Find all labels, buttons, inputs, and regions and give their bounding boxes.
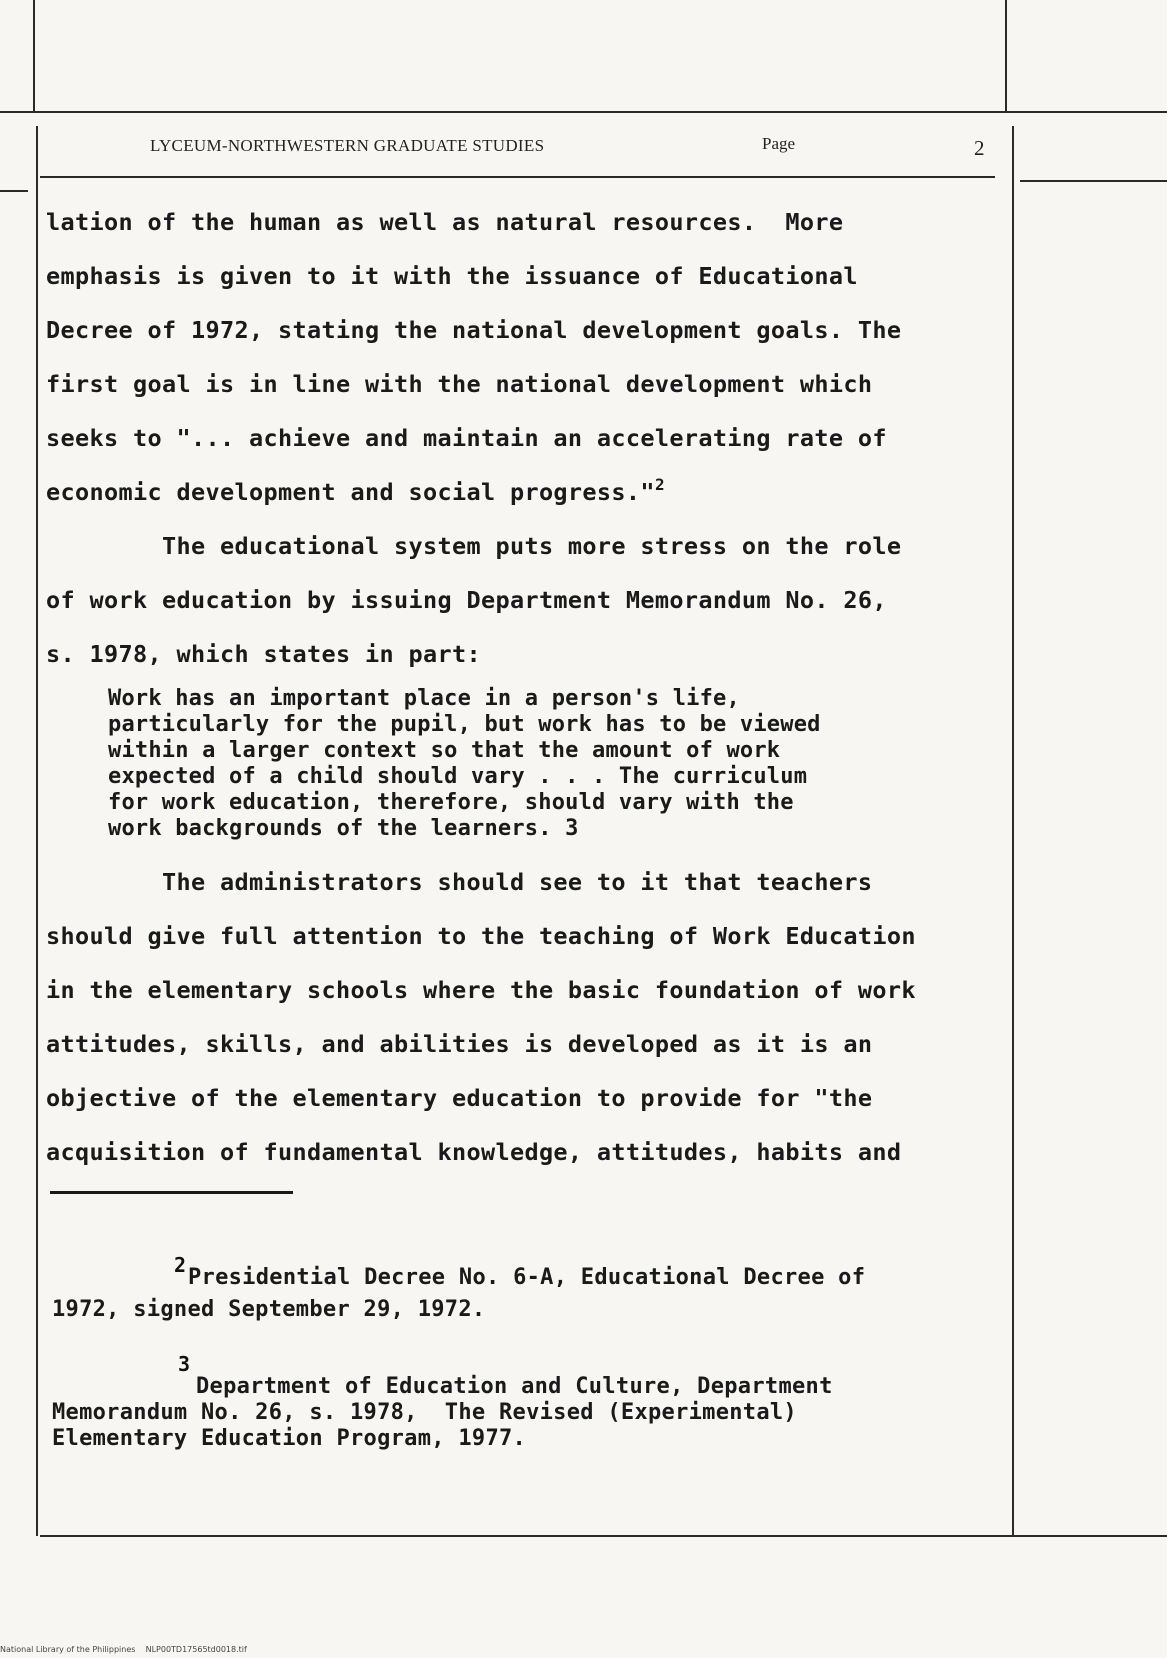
text-line: in the elementary schools where the basic foundation of work (46, 976, 916, 1004)
text-line (46, 475, 665, 506)
footnote-line: Memorandum No. 26, s. 1978, The Revised (Experimental) (52, 1400, 797, 1425)
text-line: seeks to "... achieve and maintain an accelerating rate of (46, 424, 887, 452)
text-line: of work education by issuing Department Memorandum No. 26, (46, 586, 887, 614)
text-line: objective of the elementary education to provide for "the (46, 1084, 873, 1112)
text-line: acquisition of fundamental knowledge, attitudes, habits and (46, 1138, 902, 1166)
quote-line: expected of a child should vary . . . The curriculum (108, 764, 808, 789)
footnote-line: 1972, signed September 29, 1972. (52, 1297, 486, 1322)
footnote-line: Presidential Decree No. 6-A, Educational Decree of (188, 1265, 866, 1290)
bottom-rule (40, 1535, 1167, 1537)
text-line: The educational system puts more stress on the role (46, 532, 902, 560)
footnote-ref: 2 (654, 475, 665, 494)
left-tick (0, 190, 28, 192)
footnote-line: Elementary Education Program, 1977. (52, 1426, 527, 1451)
quote-line: for work education, therefore, should vary with the (108, 790, 794, 815)
page-number: 2 (974, 136, 985, 160)
top-rule (0, 111, 1167, 113)
quote-line: within a larger context so that the amount of work (108, 738, 781, 763)
text-line-content: economic development and social progress." (46, 478, 655, 506)
quote-line: particularly for the pupil, but work has to be viewed (108, 712, 821, 737)
footnote-line: Department of Education and Culture, Department (196, 1374, 833, 1399)
text-line: attitudes, skills, and abilities is developed as it is an (46, 1030, 873, 1058)
footnote-marker: 3 (178, 1352, 191, 1376)
text-line: s. 1978, which states in part: (46, 640, 481, 668)
right-margin-rule-lower (1012, 126, 1014, 1536)
right-margin-rule (1005, 0, 1007, 111)
quote-line: Work has an important place in a person's life, (108, 686, 740, 711)
running-header (150, 134, 990, 164)
text-line: The administrators should see to it that teachers (46, 868, 873, 896)
text-line: lation of the human as well as natural resources. More (46, 208, 844, 236)
scan-source-footer: National Library of the Philippines NLP00TD17565td0018.tif (0, 1645, 247, 1654)
institution-name: LYCEUM-NORTHWESTERN GRADUATE STUDIES (150, 136, 545, 155)
left-margin-rule-lower (36, 126, 38, 1536)
footnote-marker: 2 (174, 1253, 187, 1277)
quote-line: work backgrounds of the learners. 3 (108, 816, 579, 841)
text-line: Decree of 1972, stating the national development goals. The (46, 316, 902, 344)
header-underline (40, 176, 995, 178)
right-tick (1020, 180, 1167, 182)
text-line: first goal is in line with the national development which (46, 370, 873, 398)
footnote-separator (50, 1191, 293, 1194)
text-line: emphasis is given to it with the issuance of Educational (46, 262, 858, 290)
left-margin-rule (33, 0, 35, 111)
page-label: Page (762, 134, 796, 153)
text-line: should give full attention to the teaching of Work Education (46, 922, 916, 950)
